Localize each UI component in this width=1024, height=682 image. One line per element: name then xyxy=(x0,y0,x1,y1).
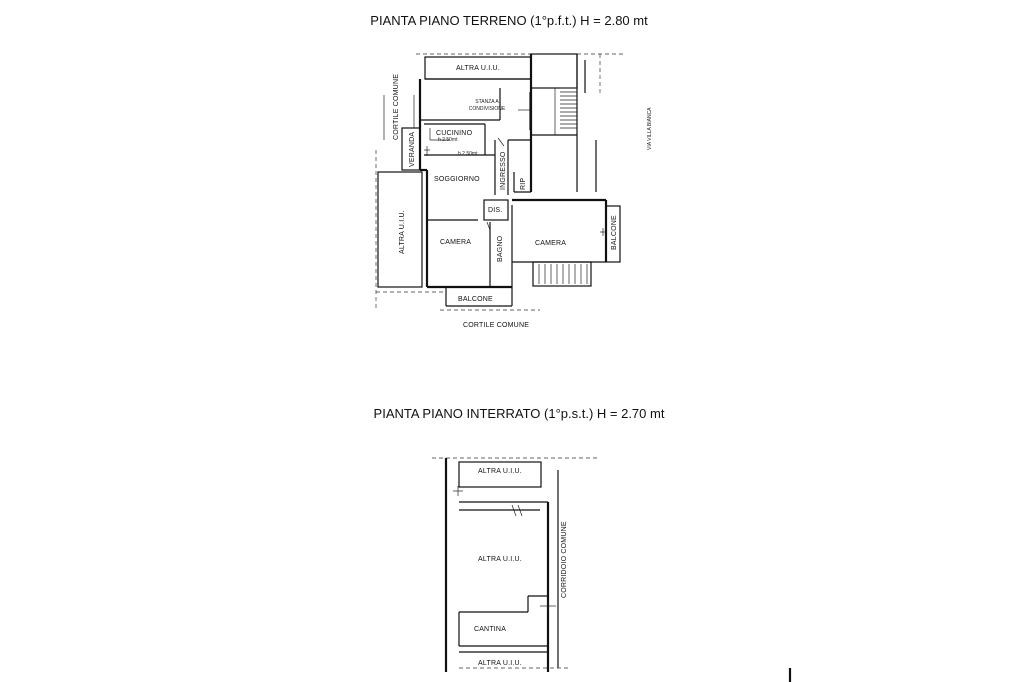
room-label: BALCONE xyxy=(458,296,493,303)
room-label: ALTRA U.I.U. xyxy=(478,660,522,667)
room-label: ALTRA U.I.U. xyxy=(478,556,522,563)
area-label: CORTILE COMUNE xyxy=(463,322,530,329)
room-label: RIP xyxy=(520,177,527,190)
room-label: CAMERA xyxy=(535,240,567,247)
room-label: BALCONE xyxy=(611,215,618,250)
room-label: CANTINA xyxy=(473,626,507,633)
room-sub-label: h 2.50mt xyxy=(458,151,478,157)
room-label: DIS. xyxy=(488,207,503,214)
area-label: CORTILE COMUNE xyxy=(393,73,400,140)
basement-title: PIANTA PIANO INTERRATO (1°p.s.t.) H = 2.70 mt xyxy=(373,406,665,421)
room-label: BAGNO xyxy=(497,235,504,262)
room-label: CUCININO xyxy=(436,130,473,137)
room-label: ALTRA U.I.U. xyxy=(399,210,406,254)
ground-floor-title: PIANTA PIANO TERRENO (1°p.f.t.) H = 2.80 mt xyxy=(370,13,648,28)
basement-plan xyxy=(432,458,600,672)
room-label: INGRESSO xyxy=(500,151,507,190)
room-sub-label: h 2.50mt xyxy=(438,137,458,143)
room-label: CONDIVISIONE xyxy=(468,106,506,112)
room-label: CAMERA xyxy=(440,239,472,246)
room-label: ALTRA U.I.U. xyxy=(456,65,500,72)
room-label: VERANDA xyxy=(409,131,416,167)
corridor-label: CORRIDOIO COMUNE xyxy=(561,521,568,598)
room-label: SOGGIORNO xyxy=(434,176,480,183)
room-label: STANZA A xyxy=(475,99,499,105)
street-label: VIA VILLA BIANCA xyxy=(647,107,653,150)
room-label: ALTRA U.I.U. xyxy=(478,468,522,475)
